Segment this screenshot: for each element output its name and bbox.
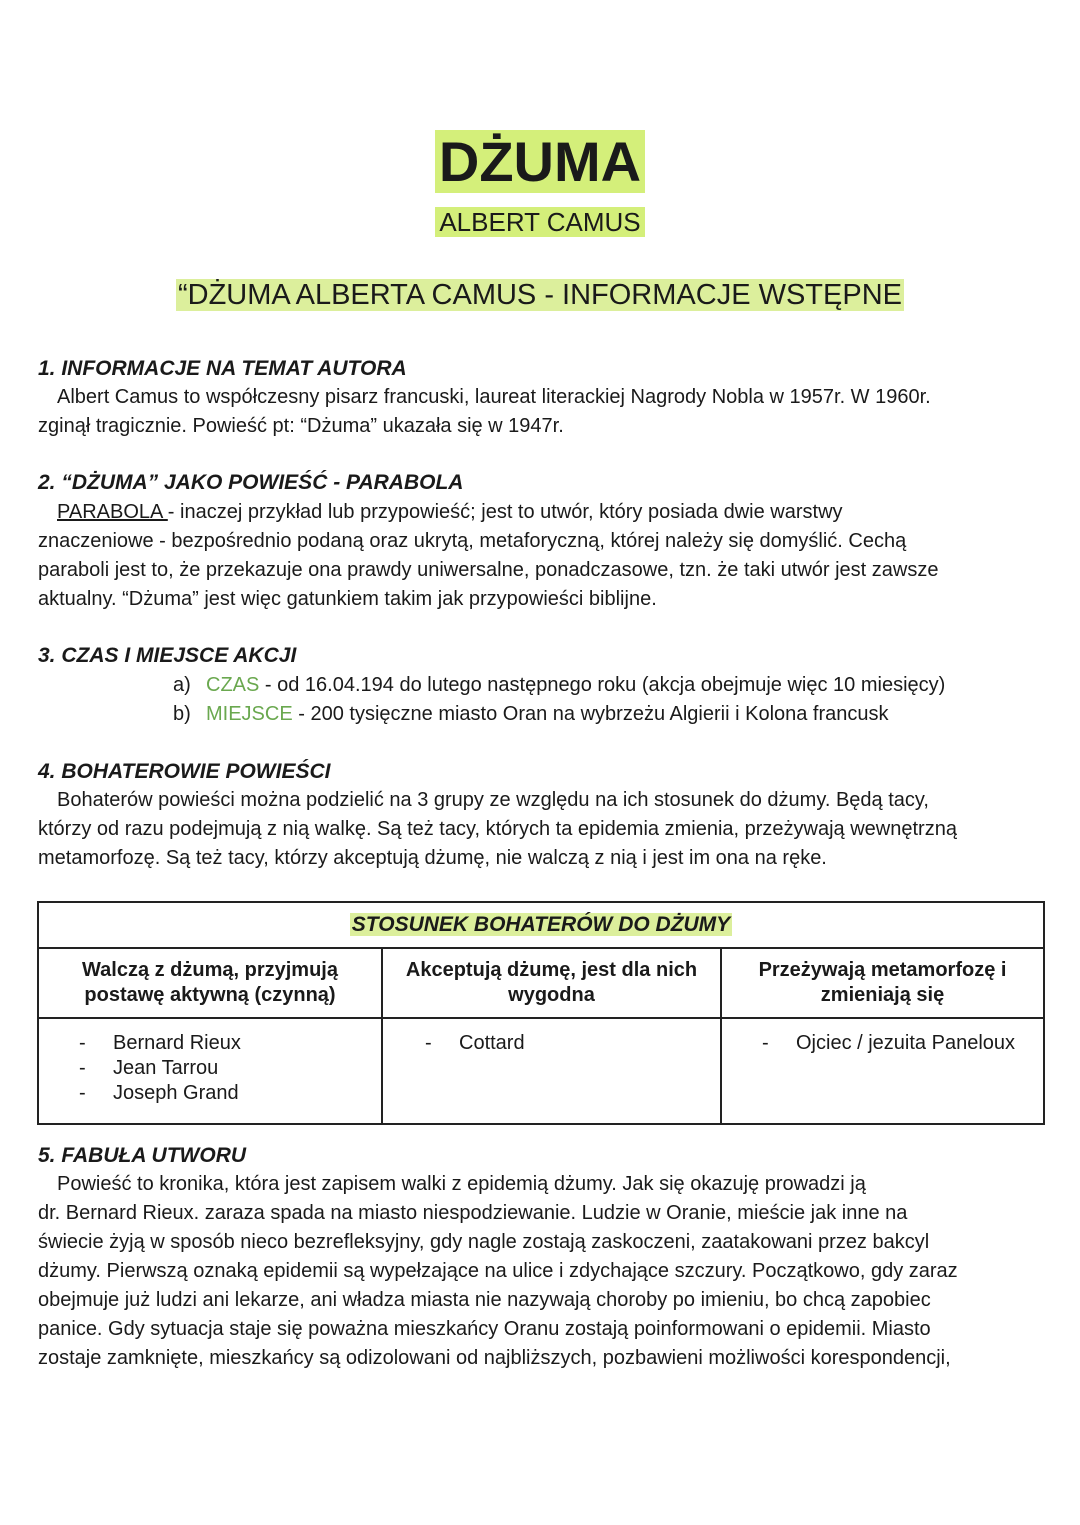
paragraph-line: zostaje zamknięte, mieszkańcy są odizolowani od najbliższych, pozbawieni możliwości korespondencji, bbox=[38, 1347, 951, 1369]
document-title-text: DŻUMA bbox=[435, 130, 645, 193]
section-1-heading: 1. INFORMACJE NA TEMAT AUTORA bbox=[38, 357, 407, 380]
miejsce-label: MIEJSCE bbox=[206, 703, 293, 725]
table-cell bbox=[721, 1018, 1044, 1124]
czas-label: CZAS bbox=[206, 674, 260, 696]
table-row bbox=[38, 1018, 1044, 1124]
table-cell bbox=[38, 1018, 382, 1124]
table-title-row bbox=[38, 902, 1044, 948]
column-header: Akceptują dżumę, jest dla nich wygodna bbox=[382, 948, 721, 1018]
list-item-miejsce bbox=[173, 700, 889, 729]
list-item: - Ojciec / jezuita Paneloux bbox=[762, 1032, 1016, 1054]
character-list bbox=[39, 1031, 381, 1106]
paragraph-line: którzy od razu podejmują z nią walkę. Są też tacy, których ta epidemia zmienia, przeżywają wewnętrzną bbox=[38, 818, 957, 840]
paragraph-line: znaczeniowe - bezpośrednio podaną oraz ukrytą, metaforyczną, której należy się domyślić. Cechą bbox=[38, 530, 907, 552]
section-1-body bbox=[38, 383, 1048, 441]
section-5-heading: 5. FABUŁA UTWORU bbox=[38, 1144, 247, 1167]
section-5-body bbox=[38, 1170, 1048, 1373]
character-list bbox=[383, 1031, 720, 1056]
list-item: - Jean Tarrou bbox=[79, 1057, 219, 1079]
paragraph-line: Bohaterów powieści można podzielić na 3 grupy ze względu na ich stosunek do dżumy. Będą tacy, bbox=[57, 789, 929, 811]
section-4-heading: 4. BOHATEROWIE POWIEŚCI bbox=[38, 760, 331, 783]
list-marker: a) bbox=[173, 674, 191, 696]
paragraph-line: dr. Bernard Rieux. zaraza spada na miasto niespodziewanie. Ludzie w Oranie, mieście jak inne na bbox=[38, 1202, 908, 1224]
document-subtitle-text: “DŻUMA ALBERTA CAMUS - INFORMACJE WSTĘPNE bbox=[177, 279, 902, 311]
document-author bbox=[0, 205, 1080, 239]
parabola-definition: - inaczej przykład lub przypowieść; jest to utwór, który posiada dwie warstwy bbox=[167, 501, 843, 523]
list-item-czas bbox=[173, 671, 945, 700]
paragraph-line bbox=[38, 498, 1048, 527]
paragraph-line: obejmuje już ludzi ani lekarze, ani władza miasta nie nazywają choroby po imieniu, bo chcą zapobiec bbox=[38, 1289, 931, 1311]
paragraph-line: Powieść to kronika, która jest zapisem walki z epidemią dżumy. Jak się okazuję prowadzi ją bbox=[57, 1173, 866, 1195]
parabola-term: PARABOLA bbox=[57, 501, 168, 523]
section-4-body bbox=[38, 786, 1048, 873]
table-header-row bbox=[38, 948, 1044, 1018]
table-title: STOSUNEK BOHATERÓW DO DŻUMY bbox=[351, 913, 731, 936]
paragraph-line: dżumy. Pierwszą oznaką epidemii są wypełzające na ulice i zdychające szczury. Początkowo, gdy zaraz bbox=[38, 1260, 958, 1282]
paragraph-line: panice. Gdy sytuacja staje się poważna mieszkańcy Oranu zostają poinformowani o epidemii. Miasto bbox=[38, 1318, 931, 1340]
column-header: Przeżywają metamorfozę i zmieniają się bbox=[721, 948, 1044, 1018]
list-marker: b) bbox=[173, 703, 191, 725]
table-title-cell bbox=[38, 902, 1044, 948]
document-subtitle bbox=[0, 276, 1080, 314]
list-item: - Bernard Rieux bbox=[79, 1032, 241, 1054]
paragraph-line: metamorfozę. Są też tacy, którzy akceptują dżumę, nie walczą z nią i jest im ona na ręke. bbox=[38, 847, 827, 869]
table-cell bbox=[382, 1018, 721, 1124]
miejsce-text: - 200 tysięczne miasto Oran na wybrzeżu Algierii i Kolona francusk bbox=[292, 703, 889, 725]
character-list bbox=[722, 1031, 1043, 1056]
document-title bbox=[0, 129, 1080, 195]
list-item: - Joseph Grand bbox=[79, 1082, 239, 1104]
paragraph-line: paraboli jest to, że przekazuje ona prawdy uniwersalne, ponadczasowe, tzn. że taki utwór jest zawsze bbox=[38, 559, 939, 581]
section-2-heading: 2. “DŻUMA” JAKO POWIEŚĆ - PARABOLA bbox=[38, 471, 464, 494]
paragraph-line: świecie żyją w sposób nieco bezrefleksyjny, gdy nagle zostają zaskoczeni, zaatakowani przez bakcyl bbox=[38, 1231, 930, 1253]
section-2-body bbox=[38, 498, 1048, 614]
column-header: Walczą z dżumą, przyjmują postawę aktywną (czynną) bbox=[38, 948, 382, 1018]
document-author-text: ALBERT CAMUS bbox=[435, 207, 644, 237]
list-item: - Cottard bbox=[425, 1032, 525, 1054]
paragraph-line: zginął tragicznie. Powieść pt: “Dżuma” ukazała się w 1947r. bbox=[38, 415, 564, 437]
paragraph-line: Albert Camus to współczesny pisarz francuski, laureat literackiej Nagrody Nobla w 1957r. W 1960r. bbox=[57, 386, 931, 408]
section-3-heading: 3. CZAS I MIEJSCE AKCJI bbox=[38, 644, 297, 667]
czas-text: - od 16.04.194 do lutego następnego roku (akcja obejmuje więc 10 miesięcy) bbox=[259, 674, 946, 696]
characters-table bbox=[37, 901, 1045, 1125]
paragraph-line: aktualny. “Dżuma” jest więc gatunkiem takim jak przypowieści biblijne. bbox=[38, 588, 657, 610]
